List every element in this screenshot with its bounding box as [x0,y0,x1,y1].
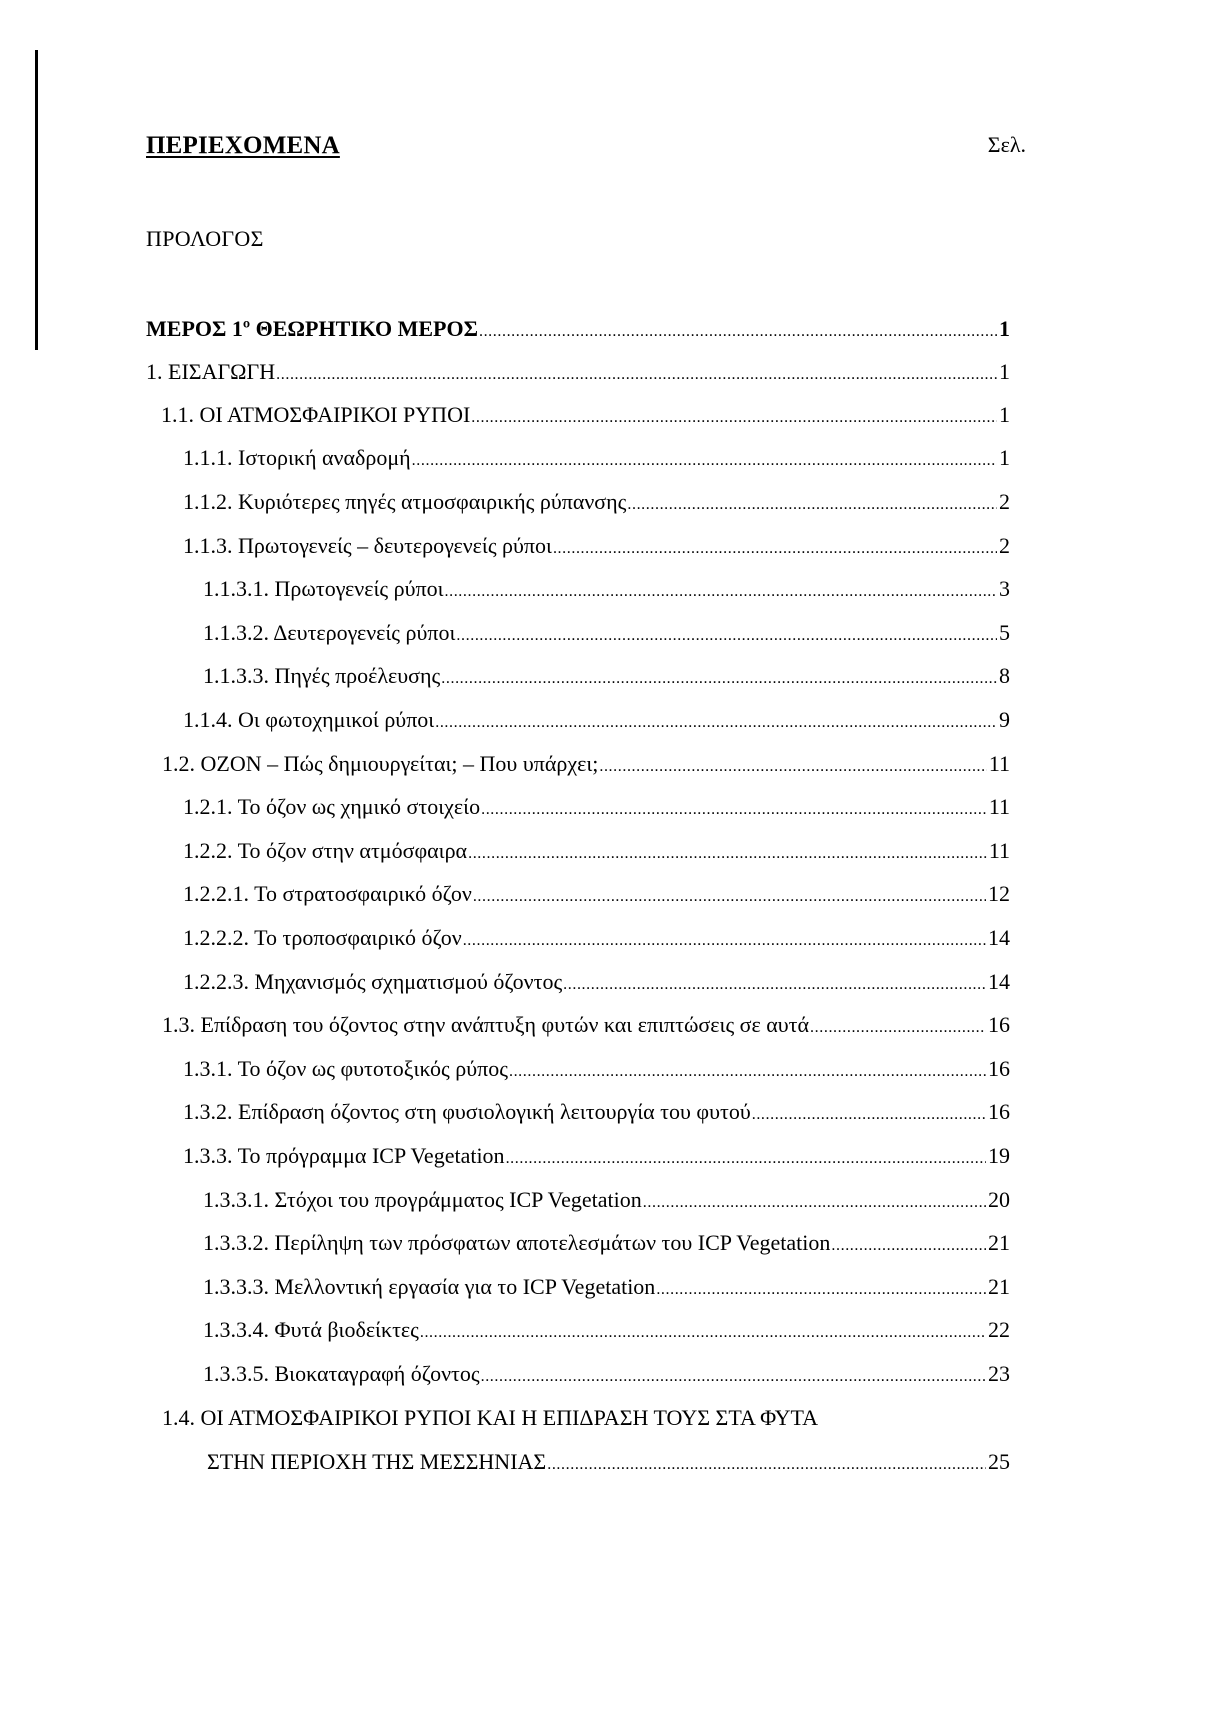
toc-entry-label: 1.2.2.1. Το στρατοσφαιρικό όζον [183,881,472,906]
toc-entry-label: 1.3. Επίδραση του όζοντος στην ανάπτυξη φυτών και επιπτώσεις σε αυτά [162,1012,810,1037]
toc-leader-dots [481,794,987,826]
toc-leader-dots [441,663,997,695]
toc-entry-page: 1 [999,445,1010,470]
toc-entry-label: 1.3.3.5. Βιοκαταγραφή όζοντος [203,1361,480,1386]
toc-leader-dots [445,576,998,608]
toc-entry-page: 2 [999,533,1010,558]
toc-entry-label: 1.2.2. Το όζον στην ατμόσφαιρα [183,838,468,863]
toc-entry-label: 1.1.3.3. Πηγές προέλευσης [203,663,441,688]
toc-entry-label: 1.3.1. Το όζον ως φυτοτοξικός ρύπος [183,1056,508,1081]
toc-entry-page: 19 [988,1143,1010,1168]
toc-entry-page: 1 [999,359,1010,384]
toc-entry-page: 16 [988,1099,1010,1124]
toc-entry [183,835,1010,867]
toc-entry [203,1271,1010,1303]
toc-leader-dots [831,1230,986,1262]
toc-entry-label: 1.2.2.2. Το τροποσφαιρικό όζον [183,925,462,950]
toc-leader-dots [563,969,986,1001]
toc-leader-dots [412,445,997,477]
toc-entry [183,1096,1010,1128]
toc-leader-dots [276,359,997,391]
toc-entry-label: ΣΤΗΝ ΠΕΡΙΟΧΗ ΤΗΣ ΜΕΣΣΗΝΙΑΣ [207,1449,547,1474]
toc-entry-page: 21 [988,1230,1010,1255]
toc-entry-label: ΜΕΡΟΣ 1º ΘΕΩΡΗΤΙΚΟ ΜΕΡΟΣ [146,316,478,341]
toc-entry [207,1446,1010,1478]
toc-leader-dots [463,925,986,957]
toc-entry-page: 1 [999,402,1010,427]
toc-entry-page: 1 [999,316,1010,341]
toc-entry-label: 1.3.2. Επίδραση όζοντος στη φυσιολογική λειτουργία του φυτού [183,1099,751,1124]
toc-entry-page: 11 [988,794,1010,819]
toc-entry-label: 1. ΕΙΣΑΓΩΓΗ [146,359,276,384]
toc-entry-page: 9 [999,707,1010,732]
page-column-label: Σελ. [987,132,1026,157]
toc-entry [162,1009,1010,1041]
toc-entry-label: 1.3.3.1. Στόχοι του προγράμματος ICP Vegetation [203,1187,642,1212]
toc-entry-page: 20 [988,1187,1010,1212]
toc-entry-page: 21 [988,1274,1010,1299]
toc-entry [161,399,1010,431]
toc-entry [162,748,1010,780]
toc-entry [183,704,1010,736]
toc-leader-dots [506,1143,986,1175]
toc-leader-dots [547,1449,986,1481]
toc-entry-page: 2 [999,489,1010,514]
toc-entry-page: 25 [988,1449,1010,1474]
toc-entry-label: 1.2. ΟΖΟΝ – Πώς δημιουργείται; – Που υπάρχει; [162,751,599,776]
toc-entry-label: 1.1.3. Πρωτογενείς – δευτερογενείς ρύποι [183,533,552,558]
toc-leader-dots [479,316,997,348]
toc-entry-label: 1.3.3.2. Περίληψη των πρόσφατων αποτελεσμάτων του ICP Vegetation [203,1230,831,1255]
toc-leader-dots [643,1187,986,1219]
toc-leader-dots [627,489,997,521]
toc-entry-page: 5 [999,620,1010,645]
toc-entry [203,1184,1010,1216]
toc-entry-label: 1.1. ΟΙ ΑΤΜΟΣΦΑΙΡΙΚΟΙ ΡΥΠΟΙ [161,402,471,427]
toc-entry [146,356,1010,388]
toc-entry-label: 1.3.3.3. Μελλοντική εργασία για το ICP Vegetation [203,1274,656,1299]
toc-entry-page: 11 [988,838,1010,863]
toc-entry-page: 22 [988,1317,1010,1342]
toc-entry [183,486,1010,518]
toc-leader-dots [553,533,997,565]
toc-leader-dots [473,881,986,913]
toc-entry-label: 1.2.2.3. Μηχανισμός σχηματισμού όζοντος [183,969,563,994]
toc-entry [203,1314,1010,1346]
toc-entry [183,530,1010,562]
toc-leader-dots [481,1361,986,1393]
toc-entry-label: 1.2.1. Το όζον ως χημικό στοιχείο [183,794,481,819]
toc-entry-page: 16 [988,1056,1010,1081]
toc-entry-page: 14 [988,969,1010,994]
toc-entry [183,1140,1010,1172]
toc-entry [162,1402,821,1434]
toc-entry-page: 3 [999,576,1010,601]
toc-leader-dots [810,1012,986,1044]
toc-entry-page: 14 [988,925,1010,950]
toc-leader-dots [656,1274,986,1306]
toc-entry [203,1227,1010,1259]
toc-entry [203,660,1010,692]
toc-entry-label: 1.3.3.4. Φυτά βιοδείκτες [203,1317,419,1342]
toc-entry [183,966,1010,998]
toc-entry [203,617,1010,649]
toc-entry-label: 1.1.3.2. Δευτερογενείς ρύποι [203,620,456,645]
toc-entry-label: 1.4. ΟΙ ΑΤΜΟΣΦΑΙΡΙΚΟΙ ΡΥΠΟΙ ΚΑΙ Η ΕΠΙΔΡΑΣΗ ΤΟΥΣ ΣΤΑ ΦΥΤΑ [162,1405,819,1430]
toc-title: ΠΕΡΙΕΧΟΜΕΝΑ [146,132,340,159]
toc-leader-dots [752,1099,986,1131]
toc-entry-label: 1.3.3. Το πρόγραμμα ICP Vegetation [183,1143,505,1168]
toc-entry [146,313,1010,345]
toc-leader-dots [471,402,997,434]
toc-entry [183,878,1010,910]
toc-entry-page: 16 [988,1012,1010,1037]
toc-entry-prologue: ΠΡΟΛΟΓΟΣ [146,226,264,251]
toc-entry-page: 23 [988,1361,1010,1386]
toc-leader-dots [435,707,997,739]
toc-entry [183,1053,1010,1085]
toc-leader-dots [468,838,987,870]
toc-leader-dots [456,620,997,652]
toc-entry [183,922,1010,954]
toc-entry-label: 1.1.3.1. Πρωτογενείς ρύποι [203,576,444,601]
toc-entry-label: 1.1.1. Ιστορική αναδρομή [183,445,411,470]
toc-entry-label: 1.1.2. Κυριότερες πηγές ατμοσφαιρικής ρύπανσης [183,489,627,514]
toc-entry [183,442,1010,474]
toc-entry-page: 8 [999,663,1010,688]
toc-entry-label: 1.1.4. Οι φωτοχημικοί ρύποι [183,707,435,732]
toc-entry [183,791,1010,823]
toc-entry-page: 12 [988,881,1010,906]
toc-entry [203,1358,1010,1390]
toc-leader-dots [420,1317,986,1349]
toc-leader-dots [599,751,986,783]
toc-entry [203,573,1010,605]
toc-entry-page: 11 [988,751,1010,776]
toc-leader-dots [509,1056,986,1088]
